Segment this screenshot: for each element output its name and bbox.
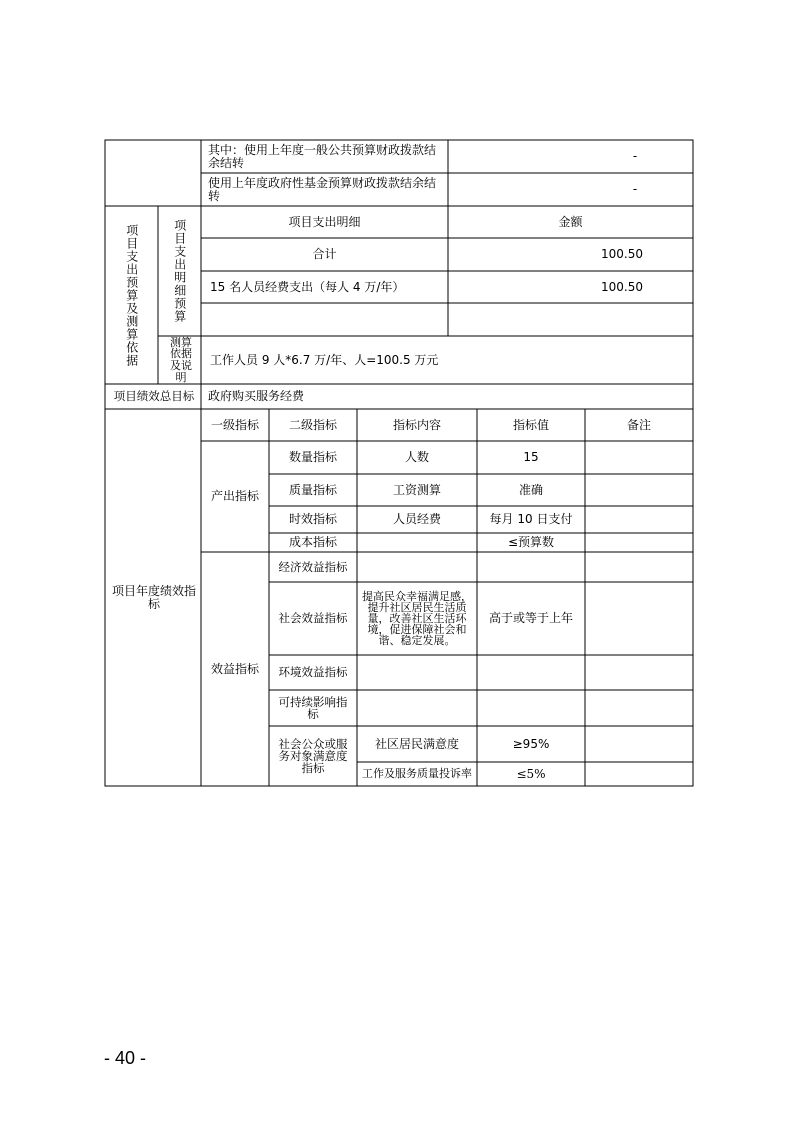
benefit-row-name: 环境效益指标 [278,665,348,680]
output-row-name: 成本指标 [288,535,337,550]
benefit-row-value [478,553,584,581]
output-label: 产出指标 [210,489,259,504]
benefit-row-content: 提高民众幸福满足感，提升社区居民生活质量，改善社区生活环境，促进保障社会和谐、稳定发展。 [362,590,472,647]
page-number: - 40 - [104,1048,147,1068]
budget-detail-label: 项目支出明细预算 [172,219,187,323]
satisfaction-row-value: ≥95% [512,736,550,751]
carryover-fund-value: - [632,182,638,197]
goal-value: 政府购买服务经费 [208,389,305,404]
benefit-label: 效益指标 [210,661,259,676]
output-row-name: 质量指标 [288,482,337,497]
satisfaction-row-content: 工作及服务质量投诉率 [362,767,472,781]
performance-section-label: 项目年度绩效指标 [112,583,197,611]
benefit-row-name: 可持续影响指标 [278,694,348,721]
output-row-name: 时效指标 [288,512,337,527]
budget-basis-label: 测算依据及说明 [170,335,192,384]
output-row-content [358,534,476,551]
benefit-row-content [358,691,476,725]
satisfaction-row-content: 社区居民满意度 [374,736,459,751]
benefit-row-name: 经济效益指标 [278,559,348,574]
carryover-general-label: 其中：使用上年度一般公共预算财政拨款结余结转 [208,142,437,170]
goal-label: 项目绩效总目标 [113,389,195,404]
benefit-row-content [358,656,476,689]
output-row-value: ≤预算数 [507,535,555,550]
budget-row1-value: 100.50 [601,279,643,294]
output-row-content: 人员经费 [392,512,441,527]
benefit-row-value [478,691,584,725]
carryover-general-value: - [632,149,638,164]
benefit-row-content [358,553,476,581]
output-row-name: 数量指标 [288,450,337,465]
header-note: 备注 [626,417,651,432]
benefit-row-value [478,656,584,689]
satisfaction-label: 社会公众或服务对象满意度指标 [278,736,348,776]
header-content: 指标内容 [392,417,441,432]
budget-row1-label: 15 名人员经费支出（每人 4 万/年） [210,279,405,294]
benefit-row-name: 社会效益指标 [278,611,348,626]
output-row-value: 准确 [518,482,543,497]
budget-total-value: 100.50 [601,247,643,262]
output-row-content: 人数 [404,450,429,465]
header-level1: 一级指标 [210,417,259,432]
budget-basis-text: 工作人员 9 人*6.7 万/年、人=100.5 万元 [210,352,439,367]
header-value: 指标值 [512,417,549,432]
output-row-content: 工资测算 [392,482,441,497]
budget-header-amount: 金额 [558,214,583,229]
satisfaction-row-value: ≤5% [516,766,546,781]
output-row-value: 15 [523,450,539,465]
benefit-row-value: 高于或等于上年 [488,611,573,626]
carryover-fund-label: 使用上年度政府性基金预算财政拨款结余结转 [208,175,437,203]
output-row-value: 每月 10 日支付 [489,512,573,527]
header-level2: 二级指标 [288,417,337,432]
budget-total-label: 合计 [312,247,337,262]
budget-section-label: 项目支出预算及测算依据 [124,223,139,367]
budget-header-item: 项目支出明细 [288,214,361,229]
